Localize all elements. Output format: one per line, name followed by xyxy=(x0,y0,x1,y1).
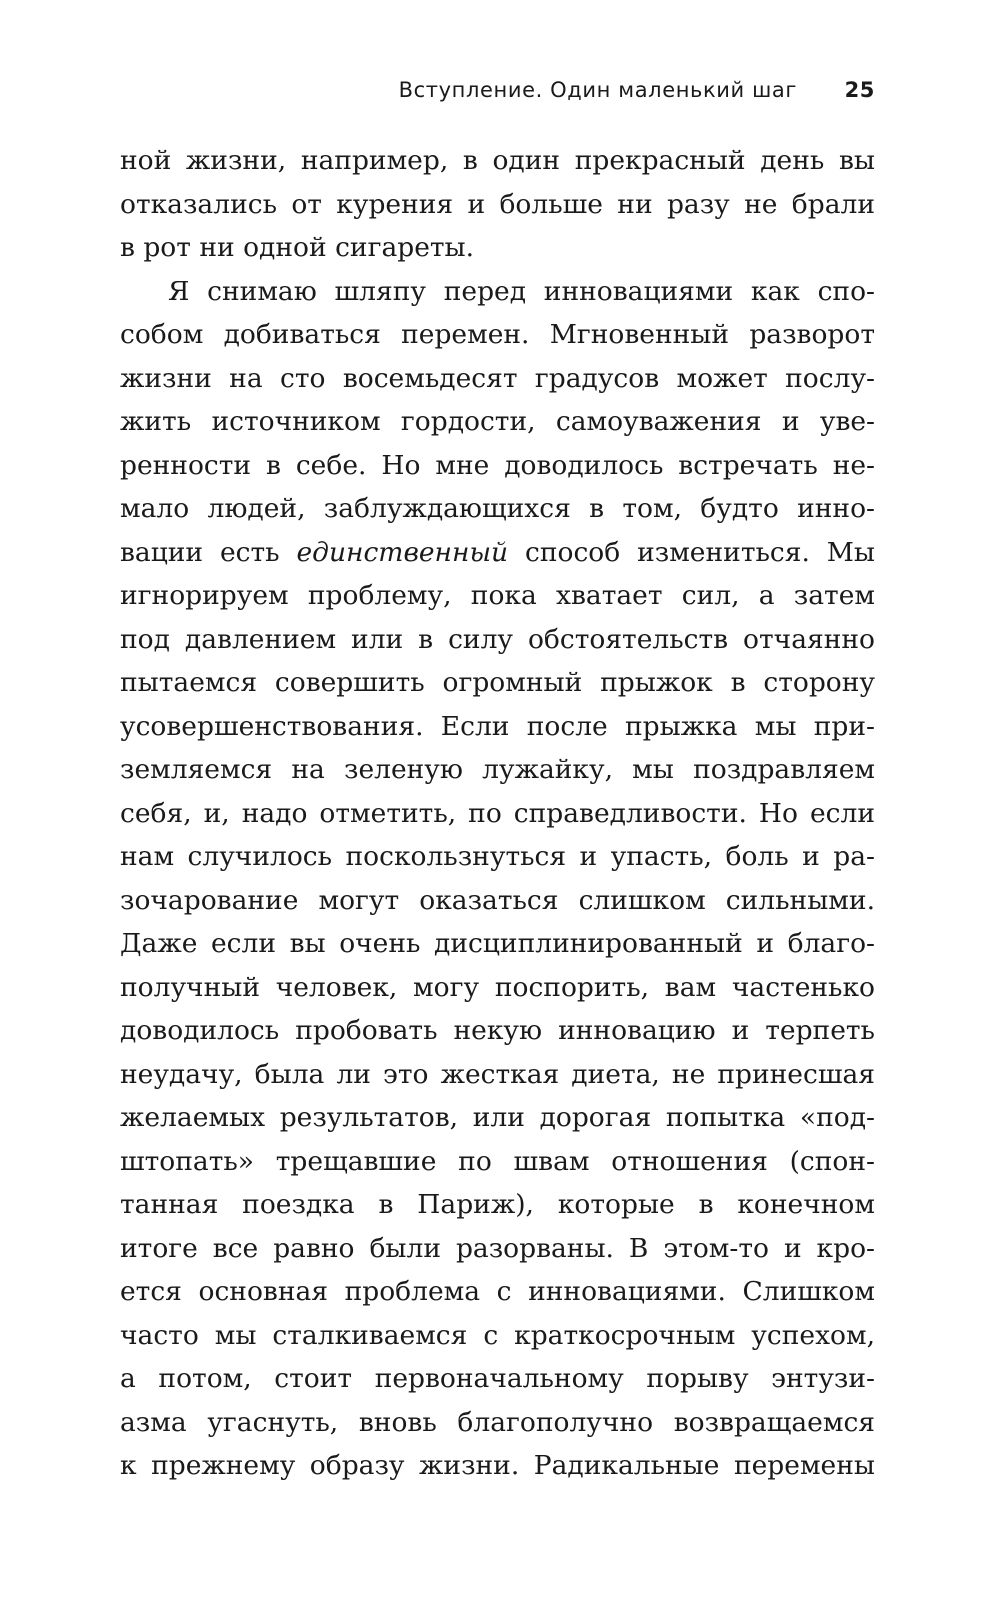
emphasized-word: единственный xyxy=(296,536,509,568)
running-title: Вступление. Один маленький шаг xyxy=(398,78,797,102)
text-line: ется основная проблема с инновациями. Слишком xyxy=(120,1276,875,1307)
text-line: азма угаснуть, вновь благополучно возвращаемся xyxy=(120,1406,875,1438)
text-line: Даже если вы очень дисциплинированный и благо- xyxy=(120,928,875,959)
text-line: ной жизни, например, в один прекрасный день вы xyxy=(120,145,875,176)
text-line: зочарование могут оказаться слишком сильными. xyxy=(120,884,875,916)
paragraph-first-line: Я снимаю шляпу перед инновациями как спо- xyxy=(168,275,875,307)
text-line: собом добиваться перемен. Мгновенный разворот xyxy=(120,319,875,350)
text-segment: способ измениться. Мы xyxy=(508,536,875,568)
running-header xyxy=(120,72,875,112)
text-line: усовершенствования. Если после прыжка мы при- xyxy=(120,710,875,742)
text-line: часто мы сталкиваемся с краткосрочным успехом, xyxy=(120,1319,875,1351)
text-line: земляемся на зеленую лужайку, мы поздравляем xyxy=(120,754,875,785)
text-line: жизни на сто восемьдесят градусов может послу- xyxy=(120,362,875,394)
text-line: под давлением или в силу обстоятельств отчаянно xyxy=(120,623,875,655)
text-line: доводилось пробовать некую инновацию и терпеть xyxy=(120,1015,875,1046)
text-line: к прежнему образу жизни. Радикальные перемены xyxy=(120,1450,875,1481)
text-line: жить источником гордости, самоуважения и уве- xyxy=(120,406,875,437)
text-line: ренности в себе. Но мне доводилось встречать не- xyxy=(120,449,875,481)
text-segment: вации есть xyxy=(120,536,297,568)
page-number: 25 xyxy=(844,78,875,102)
text-line: отказались от курения и больше ни разу не брали xyxy=(120,188,875,220)
text-line: штопать» трещавшие по швам отношения (спон- xyxy=(120,1145,875,1177)
text-line: в рот ни одной сигареты. xyxy=(120,232,475,263)
text-line-with-emphasis xyxy=(120,531,875,575)
text-line: а потом, стоит первоначальному порыву энтузи- xyxy=(120,1363,875,1394)
text-line: танная поездка в Париж), которые в конечном xyxy=(120,1189,875,1220)
text-line: итоге все равно были разорваны. В этом-то и кро- xyxy=(120,1232,875,1264)
text-line: себя, и, надо отметить, по справедливости. Но если xyxy=(120,797,875,829)
text-line: пытаемся совершить огромный прыжок в сторону xyxy=(120,667,875,698)
text-line: получный человек, могу поспорить, вам частенько xyxy=(120,971,875,1003)
text-line: неудачу, была ли это жесткая диета, не принесшая xyxy=(120,1058,875,1090)
text-line: нам случилось поскользнуться и упасть, боль и ра- xyxy=(120,841,875,872)
text-line: желаемых результатов, или дорогая попытка «под- xyxy=(120,1102,875,1133)
body-text xyxy=(120,139,875,1488)
text-line: игнорируем проблему, пока хватает сил, а затем xyxy=(120,580,875,611)
text-line: мало людей, заблуждающихся в том, будто инно- xyxy=(120,493,875,524)
